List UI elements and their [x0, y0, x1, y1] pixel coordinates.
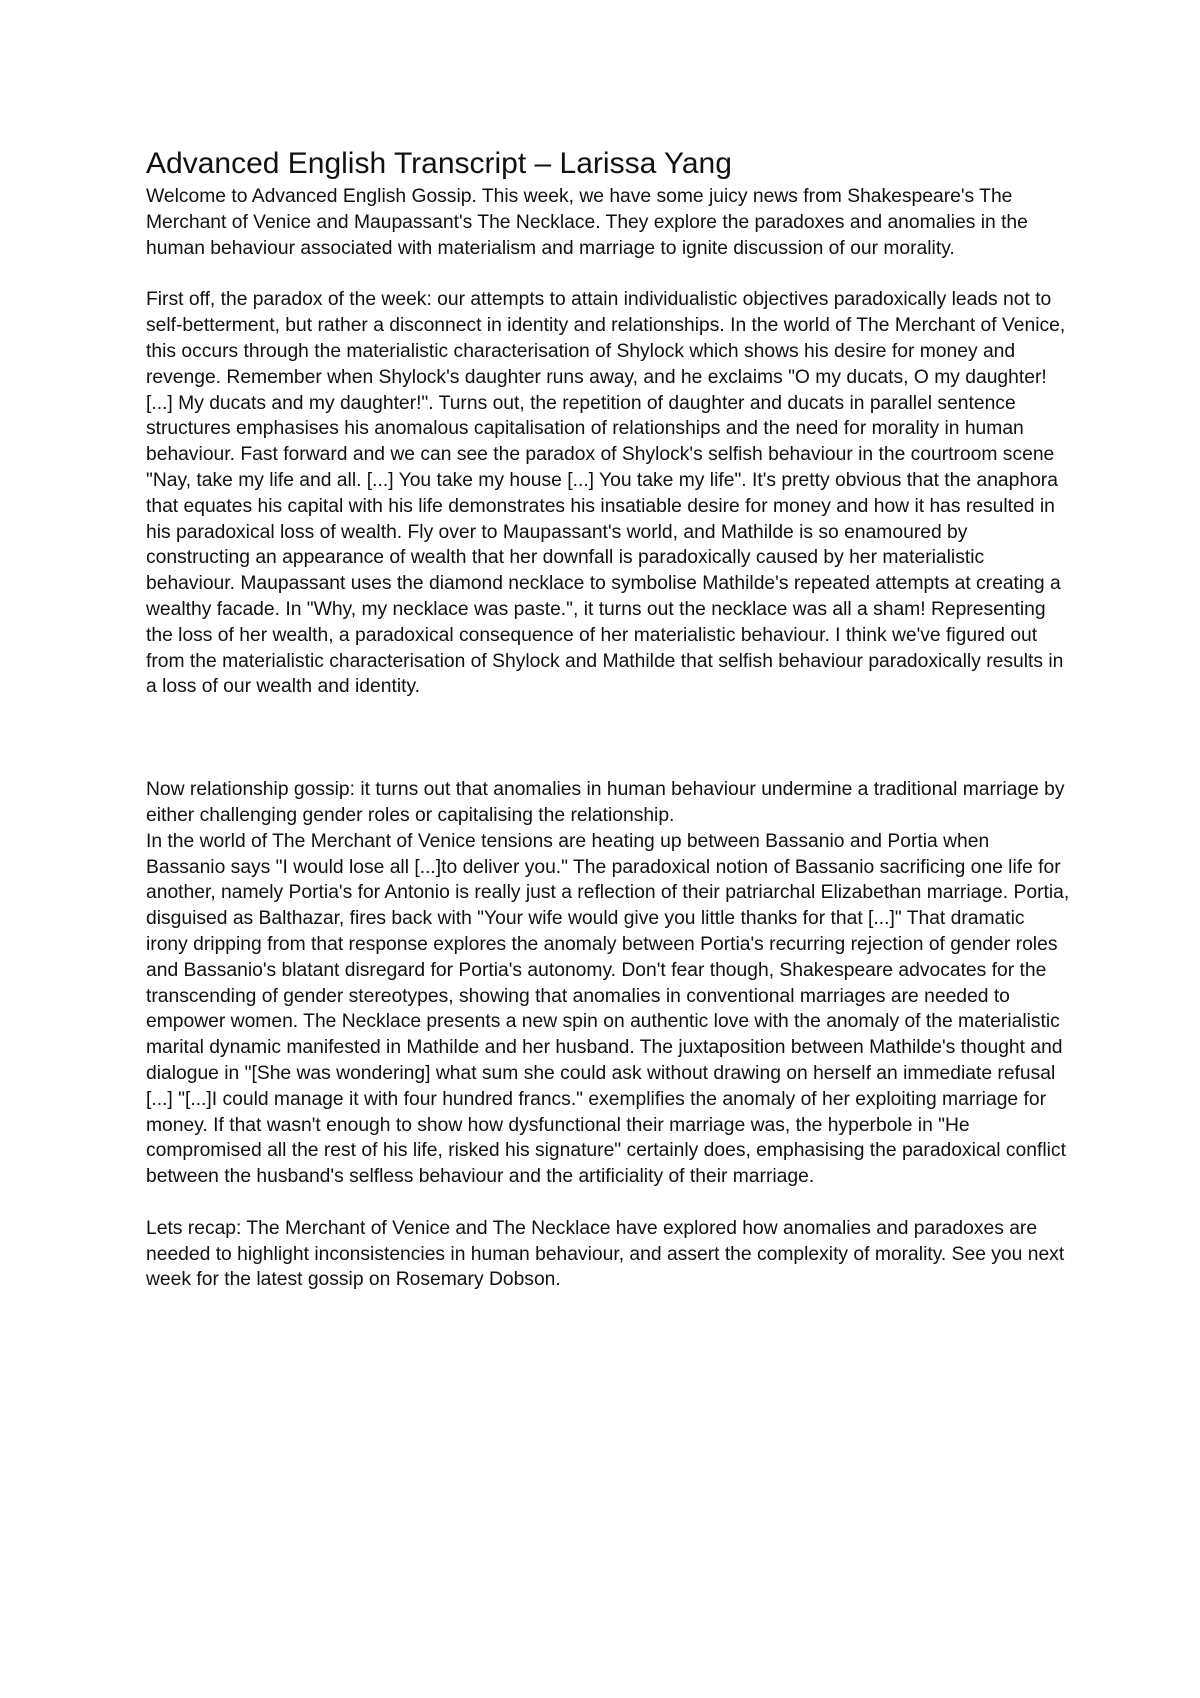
relationship-intro-paragraph: Now relationship gossip: it turns out that anomalies in human behaviour undermine a traditional marriage by either challenging gender roles or capitalising the relationship.	[146, 779, 1065, 826]
intro-paragraph: Welcome to Advanced English Gossip. This week, we have some juicy news from Shakespeare's The Merchant of Venice and Maupassant's The Necklace. They explore the paradoxes and anomalies in the human behaviour associated with materialism and marriage to ignite discussion of our morality.	[146, 186, 1028, 259]
relationship-paragraph: In the world of The Merchant of Venice tensions are heating up between Bassanio and Portia when Bassanio says "I would lose all [...]to deliver you." The paradoxical notion of Bassanio sacrificing one life for another, namely Portia's for Antonio is really just a reflection of their patriarchal Elizabethan marriage. Portia, disguised as Balthazar, fires back with "Your wife would give you little thanks for that [...]" That dramatic irony dripping from that response explores the anomaly between Portia's recurring rejection of gender roles and Bassanio's blatant disregard for Portia's autonomy. Don't fear though, Shakespeare advocates for the transcending of gender stereotypes, showing that anomalies in conventional marriages are needed to empower women. The Necklace presents a new spin on authentic love with the anomaly of the materialistic marital dynamic manifested in Mathilde and her husband. The juxtaposition between Mathilde's thought and dialogue in "[She was wondering] what sum she could ask without drawing on herself an immediate refusal [...] "[...]I could manage it with four hundred francs." exemplifies the anomaly of her exploiting marriage for money. If that wasn't enough to show how dysfunctional their marriage was, the hyperbole in "He compromised all the rest of his life, risked his signature" certainly does, emphasising the paradoxical conflict between the husband's selfless behaviour and the artificiality of their marriage.	[146, 830, 1070, 1188]
document-title: Advanced English Transcript – Larissa Yang	[146, 147, 732, 180]
paradox-paragraph: First off, the paradox of the week: our attempts to attain individualistic objectives paradoxically leads not to self-betterment, but rather a disconnect in identity and relationships. In the world of The Merchant of Venice, this occurs through the materialistic characterisation of Shylock which shows his desire for money and revenge. Remember when Shylock's daughter runs away, and he exclaims "O my ducats, O my daughter! [...] My ducats and my daughter!". Turns out, the repetition of daughter and ducats in parallel sentence structures emphasises his anomalous capitalisation of relationships and the need for morality in human behaviour. Fast forward and we can see the paradox of Shylock's selfish behaviour in the courtroom scene "Nay, take my life and all. [...] You take my house [...] You take my life". It's pretty obvious that the anaphora that equates his capital with his life demonstrates his insatiable desire for money and how it has resulted in his paradoxical loss of wealth. Fly over to Maupassant's world, and Mathilde is so enamoured by constructing an appearance of wealth that her downfall is paradoxically caused by her materialistic behaviour. Maupassant uses the diamond necklace to symbolise Mathilde's repeated attempts at creating a wealthy facade. In "Why, my necklace was paste.", it turns out the necklace was all a sham! Representing the loss of her wealth, a paradoxical consequence of her materialistic behaviour. I think we've figured out from the materialistic characterisation of Shylock and Mathilde that selfish behaviour paradoxically results in a loss of our wealth and identity.	[146, 289, 1066, 698]
document-body	[146, 146, 1071, 1293]
recap-paragraph: Lets recap: The Merchant of Venice and The Necklace have explored how anomalies and paradoxes are needed to highlight inconsistencies in human behaviour, and assert the complexity of morality. See you next week for the latest gossip on Rosemary Dobson.	[146, 1217, 1065, 1291]
paragraph-spacer	[146, 700, 1071, 777]
paragraph-spacer	[146, 1190, 1071, 1216]
paragraph-spacer	[146, 261, 1071, 287]
